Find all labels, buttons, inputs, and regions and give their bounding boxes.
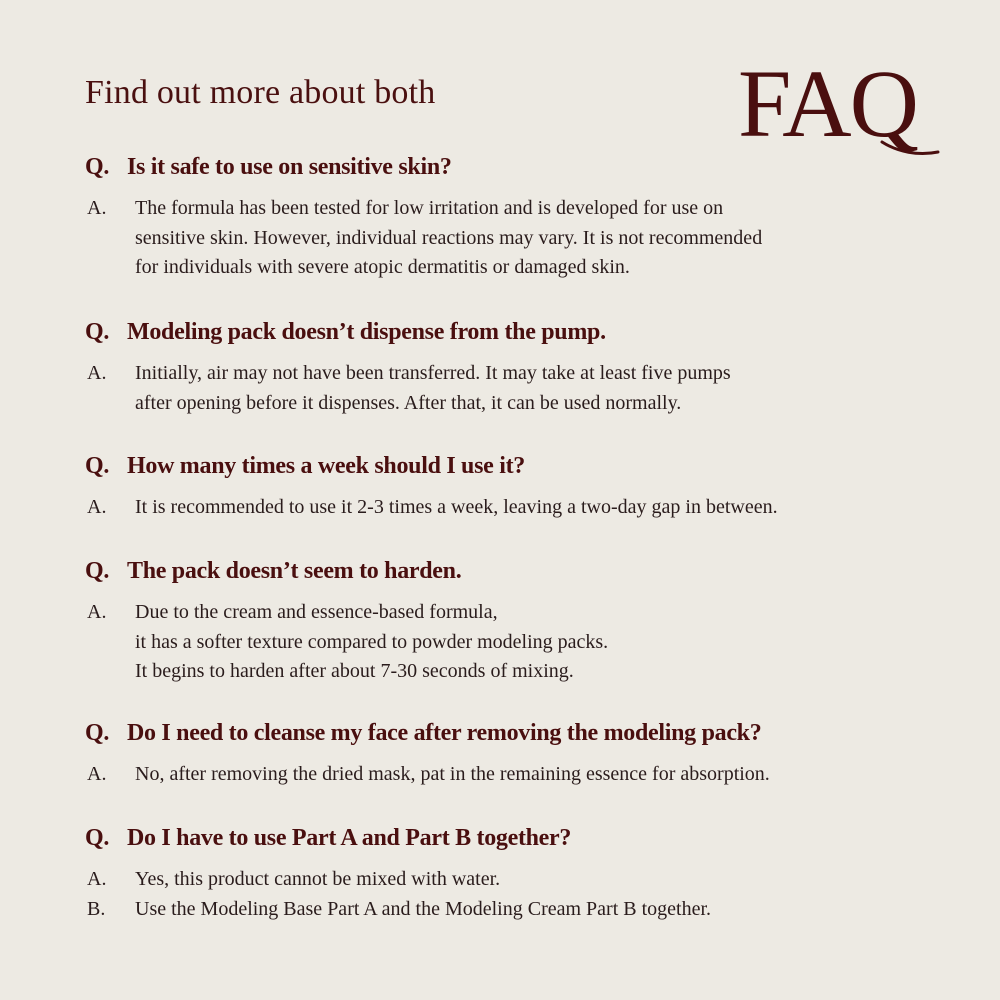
question-row [85,451,965,481]
question-row [85,718,965,748]
question-row [85,152,965,182]
faq-item-2 [85,317,965,418]
answer-prefix: A. [87,197,107,219]
answer-row [85,865,965,895]
answer-block [85,598,965,687]
answer-text: Use the Modeling Base Part A and the Modeling Cream Part B together. [135,897,712,920]
answer-prefix: A. [87,763,107,785]
faq-item-6 [85,823,965,924]
question-prefix: Q. [85,558,110,584]
answer-block [85,359,965,418]
question-text: The pack doesn’t seem to harden. [127,558,462,584]
answer-prefix: B. [87,897,106,920]
page-title: Find out more about both [85,74,436,111]
answer-text: The formula has been tested for low irritation and is developed for use on sensitive skin. However, individual reactions may vary. It is not recommended for individuals with severe atopic dermatitis or damaged skin. [135,197,763,278]
faq-item-1 [85,152,965,283]
answer-block [85,865,965,924]
answer-row [85,598,965,687]
answer-text: Yes, this product cannot be mixed with water. [135,868,501,890]
answer-text: Initially, air may not have been transferred. It may take at least five pumps after opening before it dispenses. After that, it can be used normally. [135,362,731,414]
answer-row [85,359,965,418]
answer-text: No, after removing the dried mask, pat in the remaining essence for absorption. [135,763,770,785]
question-text: Modeling pack doesn’t dispense from the pump. [127,319,606,345]
question-row [85,823,965,853]
faq-item-4 [85,556,965,687]
answer-row [85,493,965,523]
answer-block [85,493,965,523]
question-prefix: Q. [85,720,110,746]
answer-row [85,895,965,925]
faq-logo: FAQ [738,50,917,157]
question-text: Do I have to use Part A and Part B together? [127,825,572,851]
answer-row [85,194,965,283]
question-prefix: Q. [85,825,110,851]
answer-prefix: A. [87,362,107,384]
answer-prefix: A. [87,868,107,890]
question-text: Is it safe to use on sensitive skin? [127,154,452,180]
answer-text: It is recommended to use it 2-3 times a week, leaving a two-day gap in between. [135,496,778,518]
question-text: Do I need to cleanse my face after removing the modeling pack? [127,720,762,746]
question-row [85,556,965,586]
answer-block [85,194,965,283]
faq-item-3 [85,451,965,523]
question-prefix: Q. [85,154,110,180]
question-row [85,317,965,347]
question-prefix: Q. [85,319,110,345]
answer-prefix: A. [87,496,107,518]
faq-item-5 [85,718,965,790]
question-text: How many times a week should I use it? [127,453,525,479]
answer-row [85,760,965,790]
answer-prefix: A. [87,601,107,623]
answer-text: Due to the cream and essence-based formula, it has a softer texture compared to powder modeling packs. It begins to harden after about 7-30 seconds of mixing. [135,601,609,682]
question-prefix: Q. [85,453,110,479]
answer-block [85,760,965,790]
